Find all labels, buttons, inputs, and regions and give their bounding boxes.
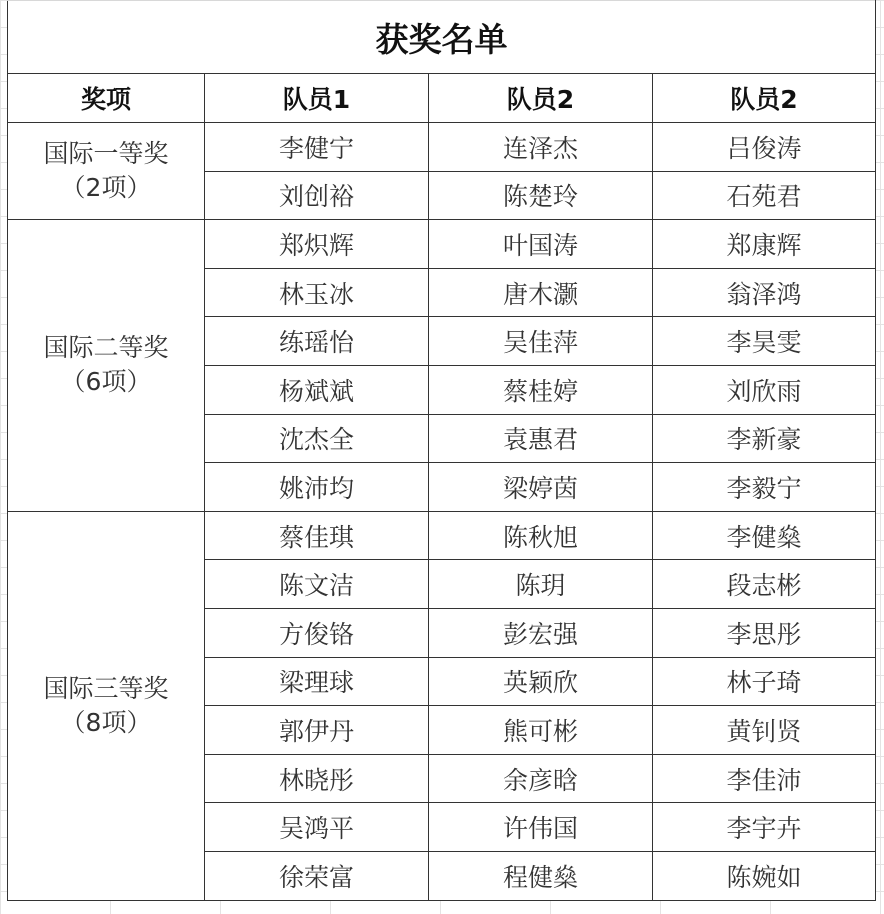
member-3-cell[interactable]: 郑康辉 [653,220,876,269]
member-1-cell[interactable]: 姚沛均 [205,463,429,512]
member-1-cell[interactable]: 梁理球 [205,657,429,706]
table-title[interactable]: 获奖名单 [8,1,876,74]
award-list-table [7,0,876,901]
award-name: 国际三等奖 [43,673,169,703]
member-1-cell[interactable]: 刘创裕 [205,171,429,220]
award-cell[interactable] [8,123,205,220]
member-3-cell[interactable]: 李健燊 [653,511,876,560]
member-1-cell[interactable]: 练瑶怡 [205,317,429,366]
award-count: （2项） [60,173,152,203]
member-2-cell[interactable]: 吴佳萍 [429,317,653,366]
award-name: 国际二等奖 [43,333,169,363]
award-name: 国际一等奖 [43,139,169,169]
header-row [8,74,876,123]
member-1-cell[interactable]: 林晓彤 [205,754,429,803]
member-3-cell[interactable]: 李佳沛 [653,754,876,803]
member-3-cell[interactable]: 黄钊贤 [653,706,876,755]
award-cell[interactable] [8,220,205,512]
member-3-cell[interactable]: 翁泽鸿 [653,268,876,317]
member-3-cell[interactable]: 李思彤 [653,608,876,657]
title-row [8,1,876,74]
award-count: （6项） [60,367,152,397]
member-2-cell[interactable]: 陈楚玲 [429,171,653,220]
member-2-cell[interactable]: 余彦晗 [429,754,653,803]
member-2-cell[interactable]: 熊可彬 [429,706,653,755]
member-1-cell[interactable]: 郑炽辉 [205,220,429,269]
header-award[interactable]: 奖项 [8,74,205,123]
member-2-cell[interactable]: 梁婷茵 [429,463,653,512]
table-row [8,220,876,269]
table-row [8,511,876,560]
member-3-cell[interactable]: 李新豪 [653,414,876,463]
member-3-cell[interactable]: 李毅宁 [653,463,876,512]
award-count: （8项） [60,707,152,737]
member-1-cell[interactable]: 方俊铬 [205,608,429,657]
member-1-cell[interactable]: 杨斌斌 [205,365,429,414]
member-2-cell[interactable]: 袁惠君 [429,414,653,463]
header-member-1[interactable]: 队员1 [205,74,429,123]
member-2-cell[interactable]: 许伟国 [429,803,653,852]
member-2-cell[interactable]: 蔡桂婷 [429,365,653,414]
member-1-cell[interactable]: 林玉冰 [205,268,429,317]
member-1-cell[interactable]: 陈文洁 [205,560,429,609]
member-2-cell[interactable]: 叶国涛 [429,220,653,269]
member-3-cell[interactable]: 李昊雯 [653,317,876,366]
member-2-cell[interactable]: 连泽杰 [429,123,653,172]
member-2-cell[interactable]: 彭宏强 [429,608,653,657]
member-2-cell[interactable]: 程健燊 [429,851,653,900]
member-1-cell[interactable]: 沈杰全 [205,414,429,463]
member-3-cell[interactable]: 林子琦 [653,657,876,706]
member-3-cell[interactable]: 吕俊涛 [653,123,876,172]
member-3-cell[interactable]: 李宇卉 [653,803,876,852]
member-3-cell[interactable]: 段志彬 [653,560,876,609]
member-3-cell[interactable]: 刘欣雨 [653,365,876,414]
table-row [8,123,876,172]
member-2-cell[interactable]: 英颖欣 [429,657,653,706]
member-1-cell[interactable]: 蔡佳琪 [205,511,429,560]
member-3-cell[interactable]: 陈婉如 [653,851,876,900]
member-3-cell[interactable]: 石苑君 [653,171,876,220]
member-1-cell[interactable]: 徐荣富 [205,851,429,900]
member-2-cell[interactable]: 陈玥 [429,560,653,609]
award-cell[interactable] [8,511,205,900]
member-2-cell[interactable]: 唐木灏 [429,268,653,317]
member-2-cell[interactable]: 陈秋旭 [429,511,653,560]
header-member-3[interactable]: 队员2 [653,74,876,123]
member-1-cell[interactable]: 李健宁 [205,123,429,172]
member-1-cell[interactable]: 郭伊丹 [205,706,429,755]
header-member-2[interactable]: 队员2 [429,74,653,123]
member-1-cell[interactable]: 吴鸿平 [205,803,429,852]
